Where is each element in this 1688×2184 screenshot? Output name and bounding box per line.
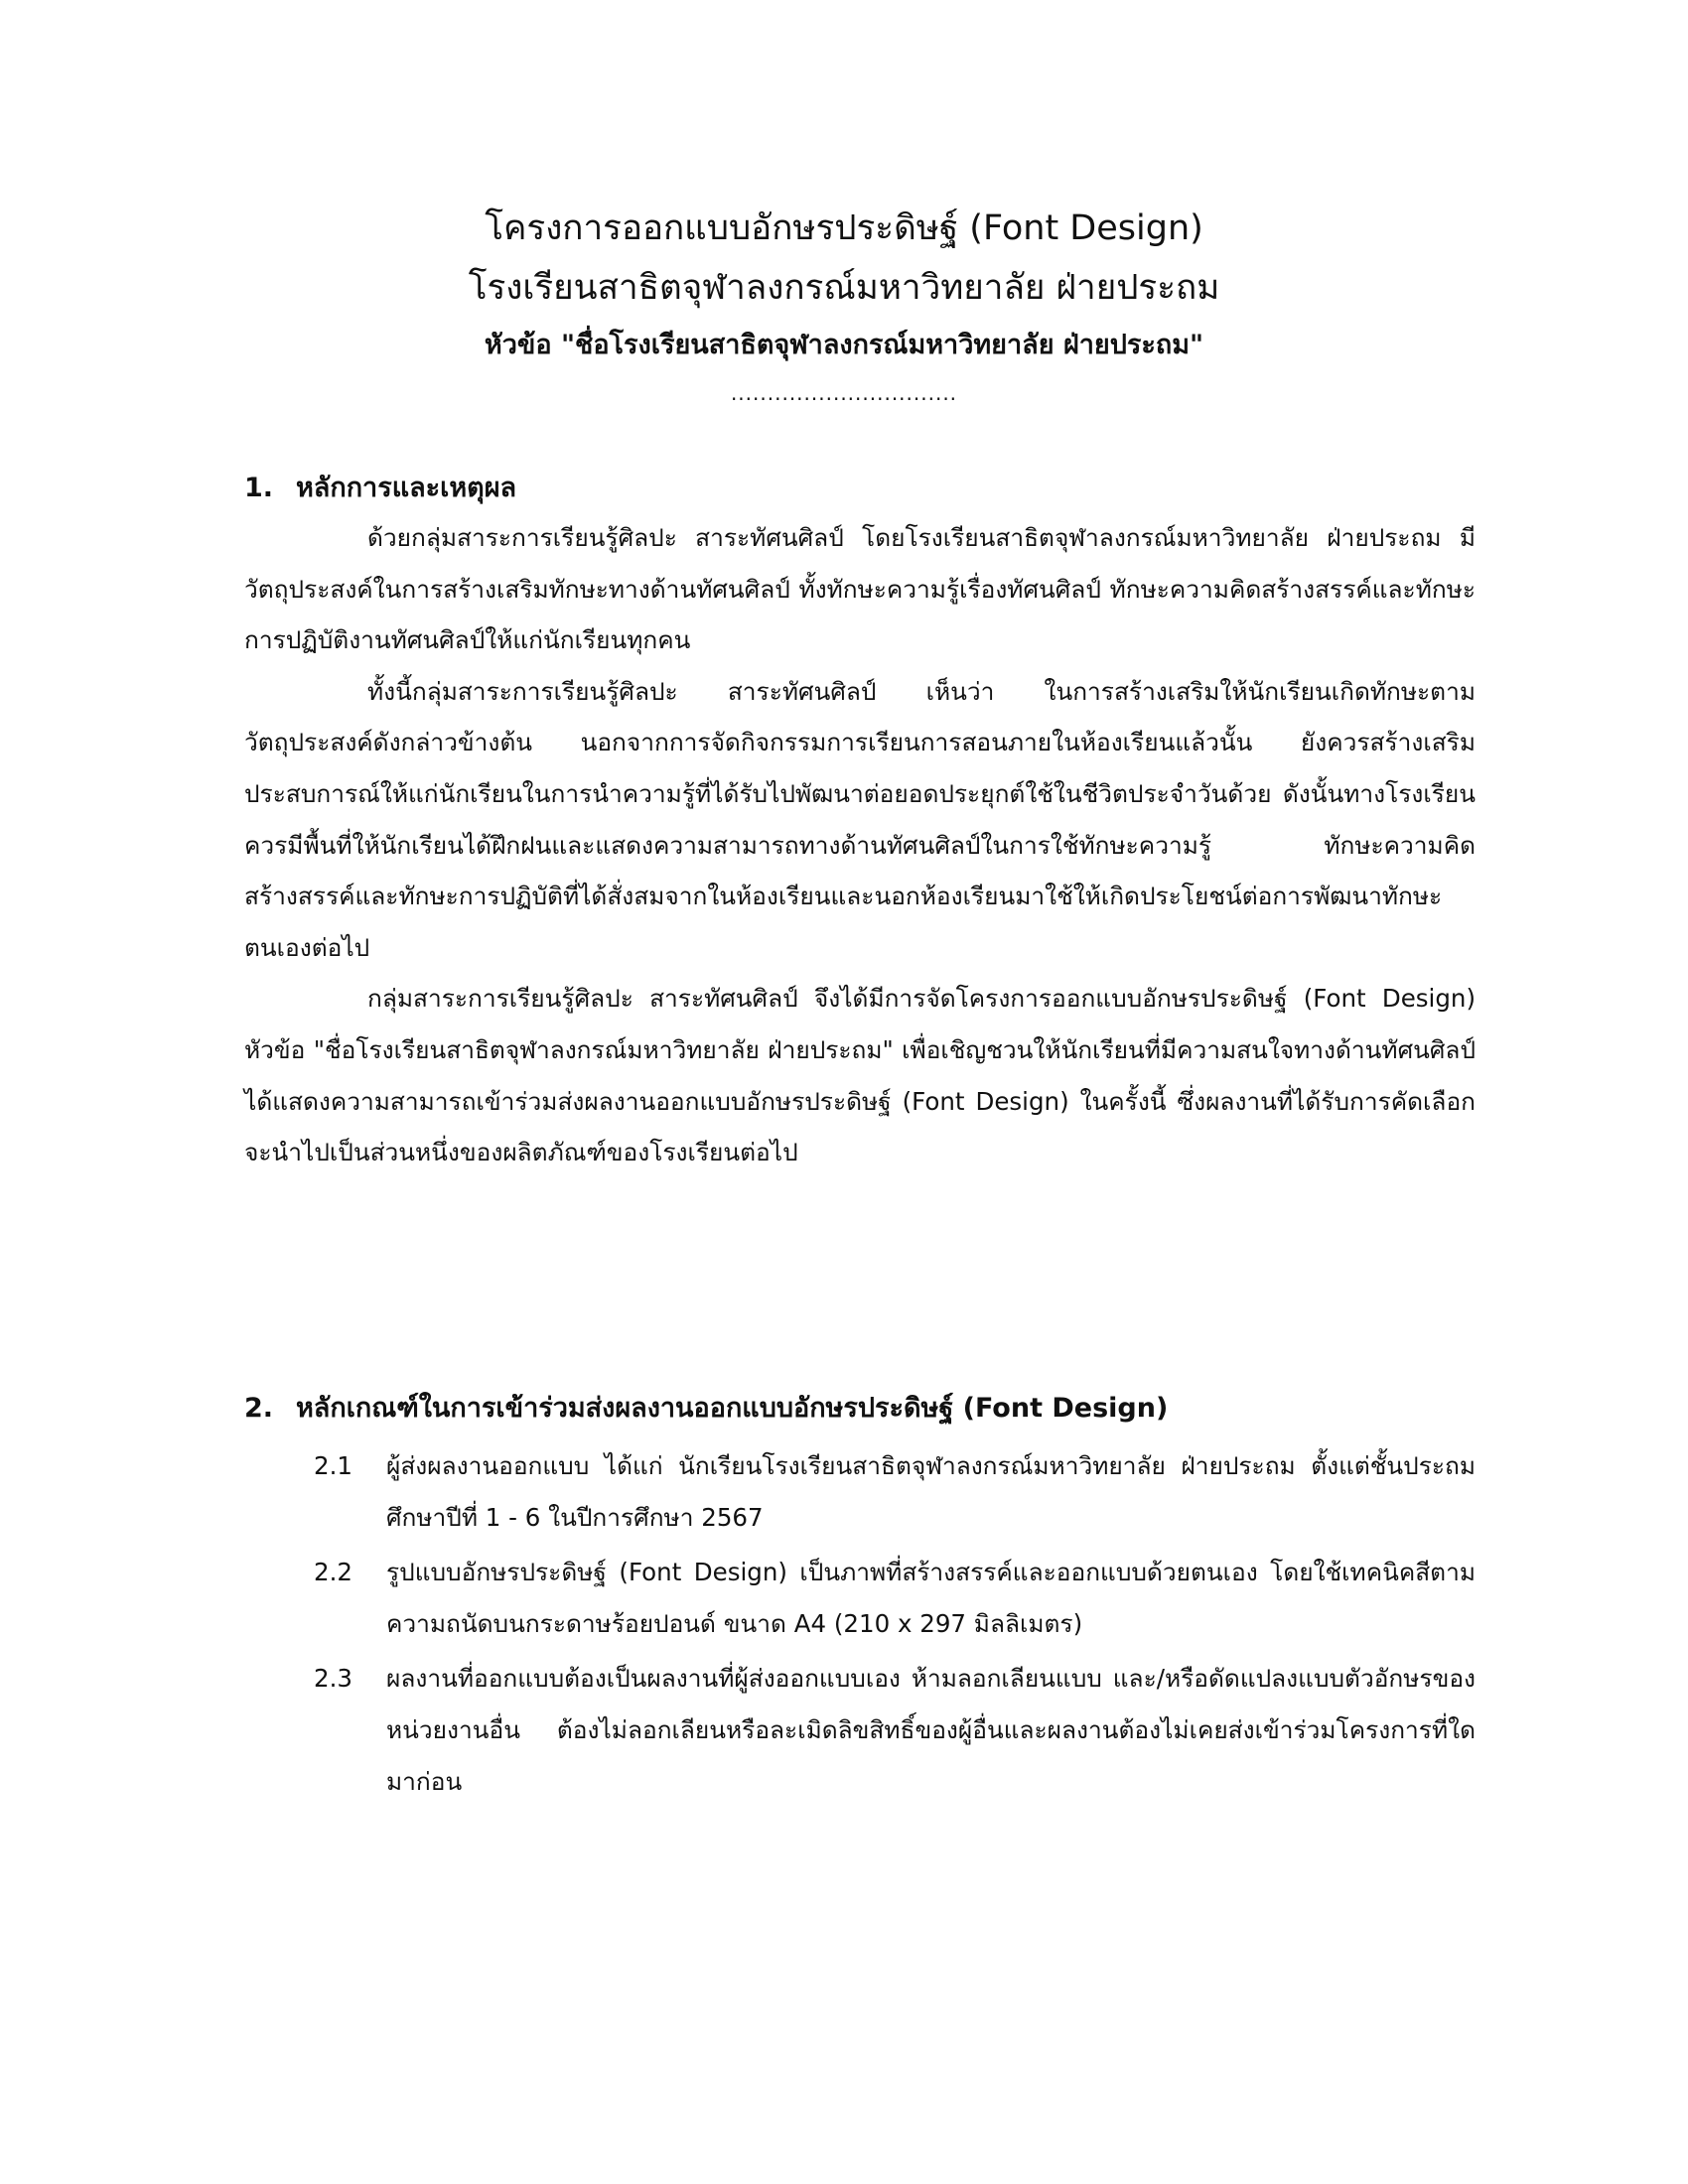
- list-item-number: 2.3: [314, 1664, 352, 1694]
- section-2-number: 2.: [244, 1393, 274, 1424]
- list-item: [244, 1547, 1476, 1649]
- section-1-paragraph: กลุ่มสาระการเรียนรู้ศิลปะ สาระทัศนศิลป์ จึงได้มีการจัดโครงการออกแบบอักษรประดิษฐ์ (Font Design) หัวข้อ "ชื่อโรงเรียนสาธิตจุฬาลงกรณ์มหาวิทยาลัย ฝ่ายประถม" เพื่อเชิญชวนให้นักเรียนที่มีความสนใจทางด้านทัศนศิลป์ได้แสดงความสามารถเข้าร่วมส่งผลงานออกแบบอักษรประดิษฐ์ (Font Design) ในครั้งนี้ ซึ่งผลงานที่ได้รับการคัดเลือกจะนำไปเป็นส่วนหนึ่งของผลิตภัณฑ์ของโรงเรียนต่อไป: [244, 984, 1476, 1167]
- list-item: [244, 1440, 1476, 1543]
- section-2-heading: [244, 1385, 1476, 1433]
- separator-dots: ...............................: [730, 381, 958, 405]
- section-1-paragraph: ทั้งนี้กลุ่มสาระการเรียนรู้ศิลปะ สาระทัศนศิลป์ เห็นว่า ในการสร้างเสริมให้นักเรียนเกิดทักษะตามวัตถุประสงค์ดังกล่าวข้างต้น นอกจากการจัดกิจกรรมการเรียนการสอนภายในห้องเรียนแล้วนั้น ยังควรสร้างเสริมประสบการณ์ให้แก่นักเรียนในการนำความรู้ที่ได้รับไปพัฒนาต่อยอดประยุกต์ใช้ในชีวิตประจำวันด้วย ดังนั้นทางโรงเรียนควรมีพื้นที่ให้นักเรียนได้ฝึกฝนและแสดงความสามารถทางด้านทัศนศิลป์ในการใช้ทักษะความรู้ ทักษะความคิดสร้างสรรค์และทักษะการปฏิบัติที่ได้สั่งสมจากในห้องเรียนและนอกห้องเรียนมาใช้ให้เกิดประโยชน์ต่อการพัฒนาทักษะตนเองต่อไป: [244, 676, 1476, 962]
- school-name-title: โรงเรียนสาธิตจุฬาลงกรณ์มหาวิทยาลัย ฝ่ายประถม: [468, 268, 1220, 308]
- list-item-number: 2.2: [314, 1558, 352, 1587]
- list-item-text: ผู้ส่งผลงานออกแบบ ได้แก่ นักเรียนโรงเรียนสาธิตจุฬาลงกรณ์มหาวิทยาลัย ฝ่ายประถม ตั้งแต่ชั้นประถมศึกษาปีที่ 1 - 6 ในปีการศึกษา 2567: [386, 1451, 1476, 1532]
- section-1-title: หลักการและเหตุผล: [296, 473, 517, 503]
- criteria-list: [244, 1440, 1476, 1807]
- topic-line: หัวข้อ "ชื่อโรงเรียนสาธิตจุฬาลงกรณ์มหาวิทยาลัย ฝ่ายประถม": [484, 330, 1204, 360]
- list-item-text: รูปแบบอักษรประดิษฐ์ (Font Design) เป็นภาพที่สร้างสรรค์และออกแบบด้วยตนเอง โดยใช้เทคนิคสีตามความถนัดบนกระดาษร้อยปอนด์ ขนาด A4 (210 x 297 มิลลิเมตร): [386, 1558, 1476, 1638]
- list-item-number: 2.1: [314, 1451, 352, 1480]
- title-block: [0, 199, 1688, 413]
- section-1-paragraph: ด้วยกลุ่มสาระการเรียนรู้ศิลปะ สาระทัศนศิลป์ โดยโรงเรียนสาธิตจุฬาลงกรณ์มหาวิทยาลัย ฝ่ายประถม มีวัตถุประสงค์ในการสร้างเสริมทักษะทางด้านทัศนศิลป์ ทั้งทักษะความรู้เรื่องทัศนศิลป์ ทักษะความคิดสร้างสรรค์และทักษะการปฏิบัติงานทัศนศิลป์ให้แก่นักเรียนทุกคน: [244, 523, 1476, 655]
- section-1: [244, 465, 1476, 1178]
- section-1-number: 1.: [244, 473, 274, 503]
- section-2-title: หลักเกณฑ์ในการเข้าร่วมส่งผลงานออกแบบอักษรประดิษฐ์ (Font Design): [296, 1393, 1169, 1424]
- list-item: [244, 1653, 1476, 1807]
- list-item-text: ผลงานที่ออกแบบต้องเป็นผลงานที่ผู้ส่งออกแบบเอง ห้ามลอกเลียนแบบ และ/หรือดัดแปลงแบบตัวอักษรของหน่วยงานอื่น ต้องไม่ลอกเลียนหรือละเมิดลิขสิทธิ์ของผู้อื่นและผลงานต้องไม่เคยส่งเข้าร่วมโครงการที่ใดมาก่อน: [386, 1664, 1476, 1796]
- section-2: [244, 1385, 1476, 1811]
- project-title: โครงการออกแบบอักษรประดิษฐ์ (Font Design): [485, 208, 1203, 248]
- section-1-heading: [244, 465, 1476, 512]
